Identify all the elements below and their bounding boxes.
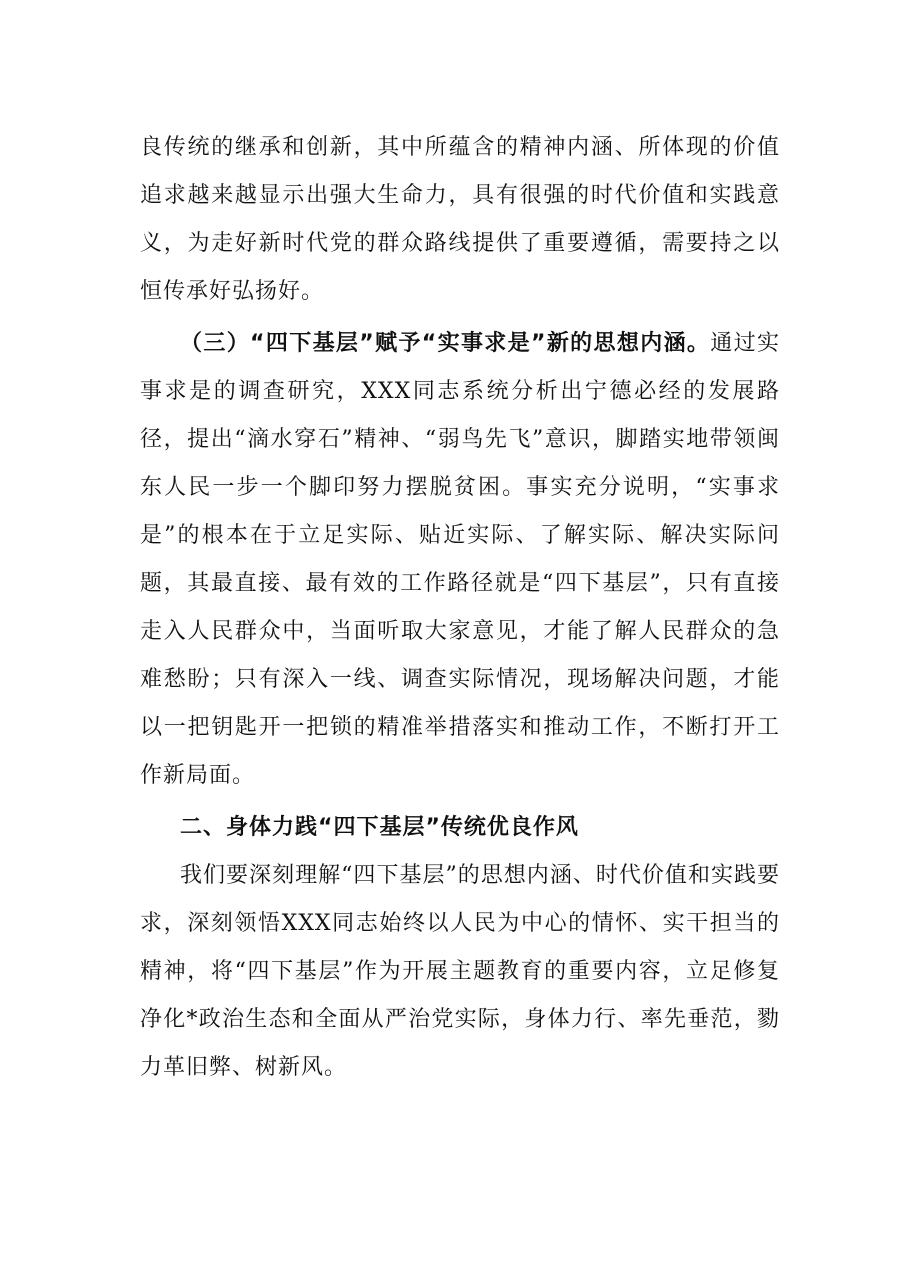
section-two-heading: 二、身体力践“四下基层”传统优良作风 [180, 815, 579, 840]
document-body [140, 124, 780, 1092]
section-three-heading: （三）“四下基层”赋予“实事求是”新的思想内涵。 [180, 331, 711, 356]
section-three-body: 通过实事求是的调查研究，XXX同志系统分析出宁德必经的发展路径，提出“滴水穿石”精神、“弱鸟先飞”意识，脚踏实地带领闽东人民一步一个脚印努力摆脱贫困。事实充分说明，“实事求是”的根本在于立足实际、贴近实际、了解实际、解决实际问题，其最直接、最有效的工作路径就是“四下基层”，只有直接走入人民群众中，当面听取大家意见，才能了解人民群众的急难愁盼；只有深入一线、调查实际情况，现场解决问题，才能以一把钥匙开一把锁的精准举措落实和推动工作，不断打开工作新局面。 [140, 331, 780, 788]
paragraph-section-three [140, 320, 780, 800]
paragraph-section-two-body: 我们要深刻理解“四下基层”的思想内涵、时代价值和实践要求，深刻领悟XXX同志始终以人民为中心的情怀、实干担当的精神，将“四下基层”作为开展主题教育的重要内容，立足修复净化*政治生态和全面从严治党实际，身体力行、率先垂范，勠力革旧弊、树新风。 [140, 863, 780, 1080]
paragraph-continuation: 良传统的继承和创新，其中所蕴含的精神内涵、所体现的价值追求越来越显示出强大生命力，具有很强的时代价值和实践意义，为走好新时代党的群众路线提供了重要遵循，需要持之以恒传承好弘扬好。 [140, 135, 780, 304]
